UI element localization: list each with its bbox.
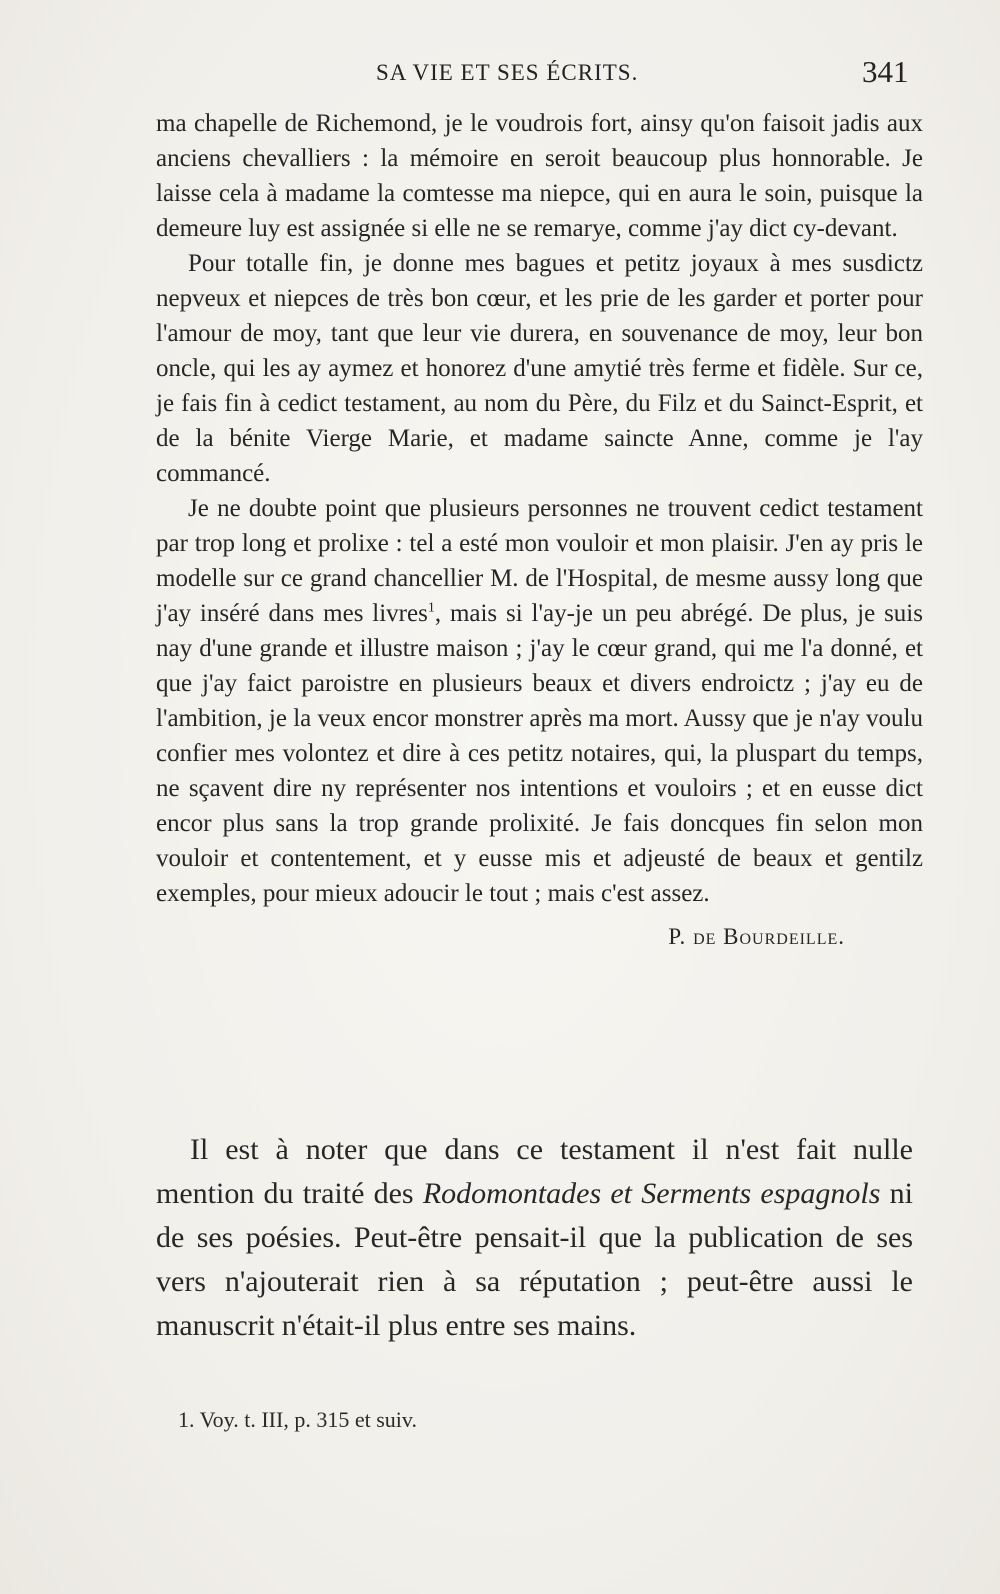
footnote-marker: 1 (427, 600, 435, 616)
commentary-text-start: Il est à noter que dans ce testament il n'est fait nulle mention du traité des (156, 1133, 913, 1210)
signature (156, 919, 923, 954)
signature-initial: P. (668, 924, 687, 949)
running-head: SA VIE ET SES ÉCRITS. (376, 60, 639, 85)
signature-name: Bourdeille. (723, 924, 845, 949)
page-number: 341 (862, 54, 909, 89)
commentary-text-end: ni de ses poésies. Peut-être pensait-il que la publication de ses vers n'ajouterait rien à sa réputation ; peut-être aussi le manuscrit n'était-il plus entre ses mains. (156, 1177, 913, 1342)
footnote: 1. Voy. t. III, p. 315 et suiv. (178, 1407, 417, 1432)
commentary-paragraph (156, 1128, 913, 1348)
paragraph-continued: ma chapelle de Richemond, je le voudrois fort, ainsy qu'on faisoit jadis aux anciens chevalliers : la mémoire en seroit beaucoup plus honnorable. Je laisse cela à madame la comtesse ma niepce, qui en aura le soin, puisque la demeure luy est assignée si elle ne se remarye, comme j'ay dict cy-devant. (156, 110, 923, 242)
paragraph-testament-remarks (156, 491, 923, 911)
page-header (0, 52, 1000, 92)
editorial-commentary (156, 1128, 913, 1348)
testament-text (156, 106, 923, 954)
paragraph-text-before-note: Je ne doubte point que plusieurs personnes ne trouvent cedict testament par trop long et prolixe : tel a esté mon vouloir et mon plaisir. J'en ay pris le modelle sur ce grand chancellier M. de l'Hospital, de mesme aussy long que j'ay inséré dans mes livres (156, 495, 923, 627)
signature-particle: de (693, 924, 717, 949)
paragraph-final-bequest: Pour totalle fin, je donne mes bagues et petitz joyaux à mes susdictz nepveux et niepces de très bon cœur, et les prie de les garder et porter pour l'amour de moy, tant que leur vie durera, en souvenance de moy, leur bon oncle, qui les ay aymez et honorez d'une amytié très ferme et fidèle. Sur ce, je fais fin à cedict testament, au nom du Père, du Filz et du Sainct-Esprit, et de la bénite Vierge Marie, et madame saincte Anne, comme je l'ay commancé. (156, 250, 923, 487)
paragraph-text-after-note: , mais si l'ay-je un peu abrégé. De plus, je suis nay d'une grande et illustre maison ; j'ay le cœur grand, qui me l'a donné, et que j'ay faict paroistre en plusieurs beaux et divers endroictz ; j'ay eu de l'ambition, je la veux encor monstrer après ma mort. Aussy que je n'ay voulu confier mes volontez et dire à ces petitz notaires, qui, la pluspart du temps, ne sçavent dire ny représenter nos intentions et vouloirs ; et en eusse dict encor plus sans la trop grande prolixité. Je fais doncques fin selon mon vouloir et contentement, et y eusse mis et adjeusté de beaux et gentilz exemples, pour mieux adoucir le tout ; mais c'est assez. (156, 600, 923, 907)
italic-work-title: Rodomontades et Serments espagnols (422, 1177, 881, 1210)
